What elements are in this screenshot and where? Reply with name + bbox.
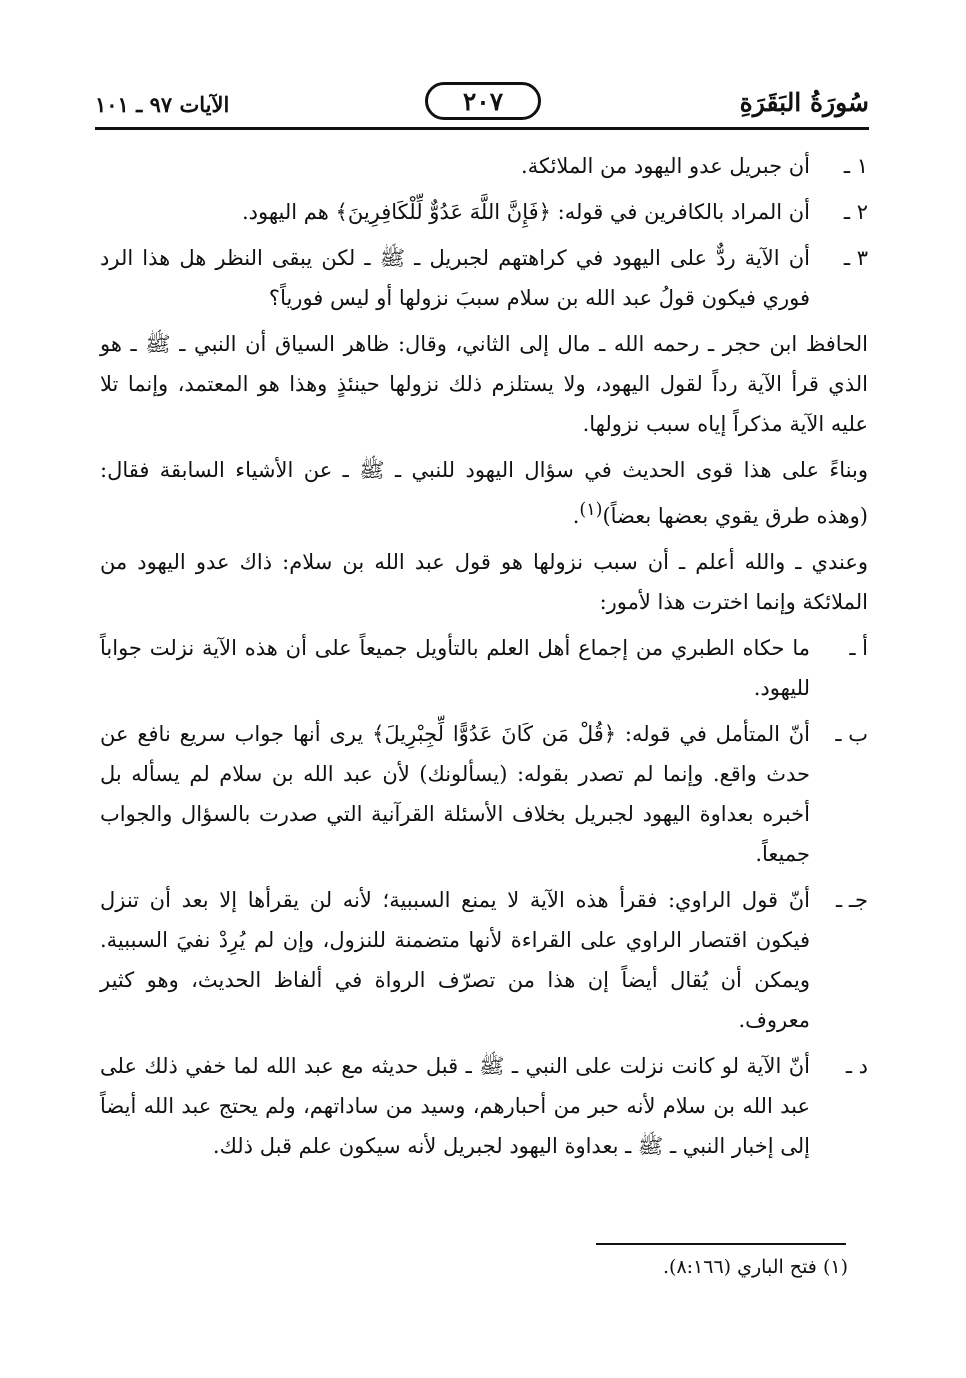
item-text: أن المراد بالكافرين في قوله: ﴿فَإِنَّ اللَّهَ عَدُوٌّ لِّلْكَافِرِينَ﴾ هم اليهود.	[242, 200, 810, 224]
item-marker: ١ ـ	[843, 154, 868, 178]
ayat-range: الآيات ٩٧ ـ ١٠١	[95, 92, 230, 117]
footnote	[300, 1252, 848, 1282]
item-text: أن جبريل عدو اليهود من الملائكة.	[521, 154, 810, 178]
paragraph-text: وبناءً على هذا قوى الحديث في سؤال اليهود للنبي ـ ﷺ ـ عن الأشياء السابقة فقال: (وهذه طرق يقوي بعضها بعضاً)	[100, 458, 868, 528]
footnote-divider	[596, 1243, 846, 1245]
item-marker: ٣ ـ	[843, 246, 868, 270]
paragraph: وعندي ـ والله أعلم ـ أن سبب نزولها هو قول عبد الله بن سلام: ذاك عدو اليهود من الملائكة وإنما اخترت هذا لأمور:	[100, 550, 868, 614]
footnote-ref: (١)	[579, 500, 603, 520]
item-text: أنّ قول الراوي: فقرأ هذه الآية لا يمنع السببية؛ لأنه لن يقرأها إلا بعد أن تنزل فيكون اقتصار الراوي على القراءة لأنها متضمنة للنزول، وإن لم يُرِدْ نفيَ السببية. ويمكن أن يُقال أيضاً إن هذا من تصرّف الرواة في ألفاظ الحديث، وهو كثير معروف.	[100, 888, 810, 1032]
item-marker: ب ـ	[835, 722, 868, 746]
paragraph-end: .	[572, 504, 580, 528]
paragraph: الحافظ ابن حجر ـ رحمه الله ـ مال إلى الثاني، وقال: ظاهر السياق أن النبي ـ ﷺ ـ هو الذي قرأ الآية رداً لقول اليهود، ولا يستلزم ذلك نزولها حينئذٍ وهذا هو المعتمد، وإنما تلا عليه الآية مذكراً إياه سبب نزولها.	[100, 332, 868, 436]
list-item	[100, 146, 868, 186]
surah-title: سُورَةُ البَقَرَةِ	[739, 88, 869, 117]
item-text: أن الآية ردٌّ على اليهود في كراهتهم لجبريل ـ ﷺ ـ لكن يبقى النظر هل هذا الرد فوري فيكون قولُ عبد الله بن سلام سببَ نزولها أو ليس فورياً؟	[100, 246, 810, 310]
item-text: ما حكاه الطبري من إجماع أهل العلم بالتأويل جميعاً على أن هذه الآية نزلت جواباً لليهود.	[100, 636, 810, 700]
paragraph	[100, 450, 868, 536]
page-header	[95, 82, 869, 124]
footnote-text: فتح الباري (٨:١٦٦).	[662, 1256, 817, 1278]
item-marker: أ ـ	[849, 636, 868, 660]
footnote-number: (١)	[822, 1256, 848, 1278]
item-marker: ٢ ـ	[843, 200, 868, 224]
item-text: أنّ الآية لو كانت نزلت على النبي ـ ﷺ ـ قبل حديثه مع عبد الله لما خفي ذلك على عبد الله بن سلام لأنه حبر من أحبارهم، وسيد من ساداتهم، ولم يحتج عبد الله أيضاً إلى إخبار النبي ـ ﷺ ـ بعداوة اليهود لجبريل لأنه سيكون علم قبل ذلك.	[100, 1054, 810, 1158]
item-marker: جـ ـ	[836, 888, 868, 912]
list-item	[100, 238, 868, 318]
header-divider	[95, 127, 869, 130]
list-item	[100, 714, 868, 874]
item-marker: د ـ	[845, 1054, 868, 1078]
list-item	[100, 628, 868, 708]
page-body	[100, 146, 868, 1172]
list-item	[100, 1046, 868, 1166]
list-item	[100, 880, 868, 1040]
list-item	[100, 192, 868, 232]
page-number-badge	[425, 82, 541, 120]
item-text: أنّ المتأمل في قوله: ﴿قُلْ مَن كَانَ عَدُوًّا لِّجِبْرِيلَ﴾ يرى أنها جواب سريع نافع عن حدث واقع. وإنما لم تصدر بقوله: (يسألونك) لأن عبد الله بن سلام لم يسأله بل أخبره بعداوة اليهود لجبريل بخلاف الأسئلة القرآنية التي صدرت بالسؤال والجواب جميعاً.	[100, 722, 810, 866]
page-number: ٢٠٧	[462, 86, 504, 116]
